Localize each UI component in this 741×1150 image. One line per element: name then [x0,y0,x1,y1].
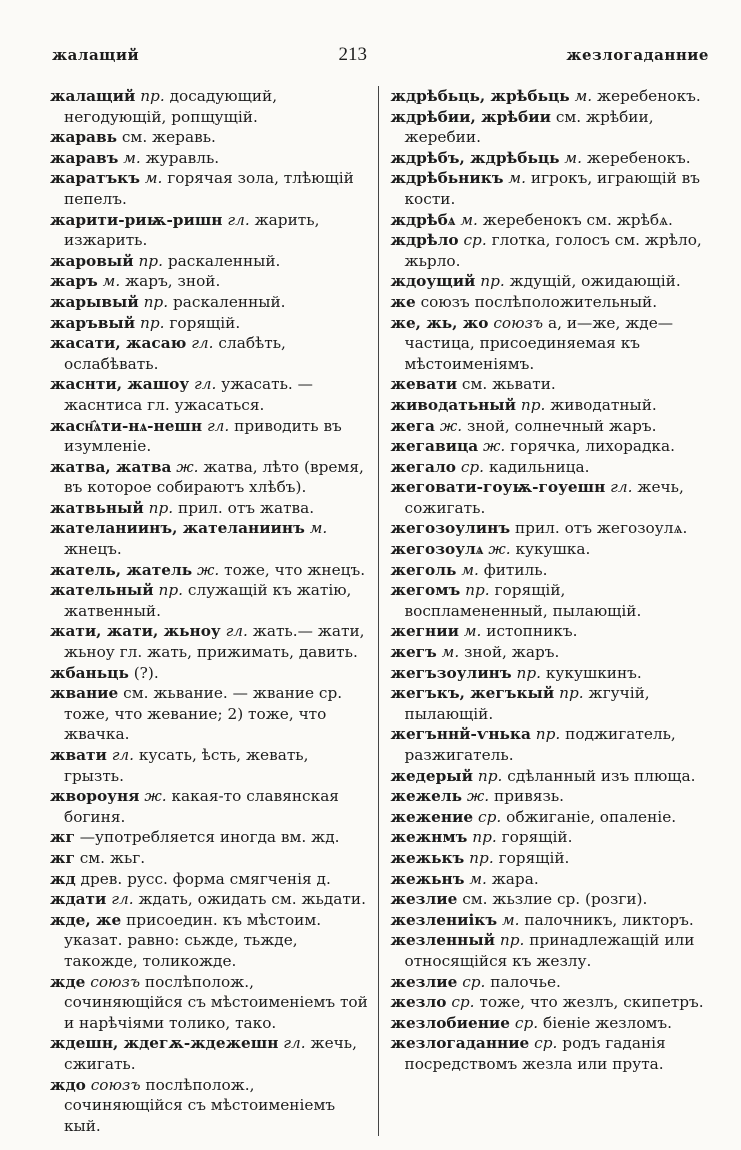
running-head-right: жезлогаданние [566,46,709,64]
dictionary-entry [391,889,713,910]
entry-definition: біеніе жезломъ. [542,1013,673,1032]
dictionary-entry [391,807,713,828]
dictionary-entry [50,827,372,848]
entry-definition: жара. [491,869,539,888]
entry-headword: жаснти, жашоу [50,375,190,394]
entry-headword: ждати [50,890,107,909]
dictionary-entry [391,1013,713,1034]
entry-definition: древ. русс. форма смягченія д. [80,869,331,888]
dictionary-entry [391,930,713,971]
entry-definition: ждать, ожидать см. жьдати. [138,890,366,909]
entry-definition: кусать, ѣсть, жевать, грызть. [64,746,309,785]
entry-definition: присоедин. къ мѣстоим. указат. равно: сьжде, тьжде, такожде, толикожде. [64,910,322,970]
dictionary-entry [391,416,713,437]
entry-definition: союзъ послѣположительный. [420,292,658,311]
entry-grammar: пр. [465,581,490,600]
entry-definition: глотка, голосъ см. жрѣло, жьрло. [404,231,702,270]
entry-headword: жвати [50,746,107,764]
entry-definition: журавль. [145,148,220,167]
entry-definition: сдѣланный изъ плюща. [507,766,696,785]
dictionary-entry [391,271,713,292]
entry-headword: жежение [390,807,474,826]
entry-grammar: союзъ [90,972,141,991]
entry-grammar: пр. [472,828,497,847]
entry-headword: ждрѣбѧ [390,210,456,229]
entry-definition: жечь, сожигать. [404,478,684,517]
dictionary-entry [50,518,372,559]
dictionary-entry [50,457,372,498]
entry-definition: см. жьг. [79,848,146,867]
dictionary-entry [50,251,372,272]
entry-headword: жарывый [50,292,139,311]
entry-grammar: пр. [499,931,525,950]
entry-definition: раскаленный. [167,251,281,270]
entry-definition: послѣполож., сочиняющійся съ мѣстоименіемъ той и нарѣчіями толико, тако. [64,972,368,1032]
entry-definition: горящій, воспламененный, пылающій. [404,581,642,620]
entry-headword: жежькъ [390,848,465,867]
entry-definition: жеребенокъ см. жрѣбѧ. [482,210,673,229]
dictionary-entry [50,848,372,869]
entry-headword: жатвьный [50,498,144,517]
dictionary-entry [391,848,713,869]
entry-definition: палочье. [490,972,561,991]
entry-grammar: ж. [483,437,506,456]
entry-grammar: пр. [143,292,169,311]
entry-headword: жегомъ [390,581,461,600]
dictionary-entry [391,869,713,890]
dictionary-entry [50,621,372,662]
entry-definition: зной, солнечный жаръ. [466,416,657,435]
entry-definition: кукушкинъ. [545,663,642,682]
entry-grammar: пр. [140,87,165,105]
entry-headword: жаравъ [50,148,119,167]
entry-grammar: м. [564,148,582,167]
dictionary-entry [50,127,372,148]
dictionary-entry [391,107,713,148]
entry-headword: жателаниинъ, жателаниинъ [50,519,305,538]
entry-grammar: м. [508,169,526,188]
entry-grammar: м. [460,210,478,229]
entry-headword: жегозоулинъ [390,519,511,538]
dictionary-entry [391,560,713,581]
dictionary-entry [391,230,713,271]
entry-grammar: гл. [283,1034,306,1053]
entry-headword: жаровый [50,251,134,270]
entry-definition: горячка, лихорадка. [510,437,675,456]
dictionary-entry [391,518,713,539]
entry-grammar: м. [574,87,593,105]
entry-definition: жечь, сжигать. [64,1034,357,1073]
entry-grammar: ж. [144,787,167,806]
entry-grammar: ж. [197,560,220,579]
entry-definition: (?). [133,663,159,682]
dictionary-entry [391,766,713,787]
entry-grammar: м. [309,519,328,538]
entry-definition: принадлежащій или относящійся къ жезлу. [404,931,695,970]
dictionary-entry [391,477,713,518]
entry-headword: жегавица [390,437,479,456]
dictionary-entry [391,1033,713,1074]
entry-headword: жега [390,416,435,435]
dictionary-entry [391,395,713,416]
entry-definition: родъ гаданія посредствомъ жезла или прута. [404,1034,666,1073]
entry-grammar: ср. [462,972,486,991]
dictionary-entry [391,786,713,807]
entry-headword: жалащий [50,87,136,105]
entry-grammar: м. [501,910,520,929]
entry-grammar: м. [102,272,121,291]
entry-definition: палочникъ, ликторъ. [524,910,694,929]
entry-headword: жегъзоулинъ [390,663,512,682]
entry-grammar: гл. [206,416,230,435]
entry-headword: жеголь [390,560,457,579]
dictionary-entry [391,374,713,395]
entry-headword: жаръвый [50,313,136,332]
entry-headword: жатва, жатва [50,457,172,476]
entry-grammar: гл. [225,622,248,641]
entry-grammar: м. [144,169,163,188]
entry-headword: жежьнъ [390,869,465,888]
entry-headword: жезлениікъ [390,910,498,929]
entry-headword: жегало [390,457,456,476]
entry-definition: привязь. [494,787,565,806]
entry-headword: жезлобиение [390,1013,510,1032]
entry-definition: игрокъ, играющій въ кости. [404,169,700,208]
dictionary-entry [50,663,372,684]
entry-headword: жде [50,972,86,991]
entry-definition: горящій. [498,848,570,867]
entry-grammar: пр. [148,498,174,517]
entry-definition: раскаленный. [172,292,286,311]
entry-definition: служащій къ жатію, жатвенный. [64,581,352,620]
entry-grammar: пр. [535,725,561,744]
entry-headword: жедерый [390,766,473,785]
entry-grammar: м. [441,643,460,662]
entry-headword: ждоущий [390,272,476,291]
entry-grammar: ср. [460,457,485,476]
entry-headword: живодатьный [390,395,516,414]
entry-definition: см. жьвание. — жвание ср. тоже, что жевание; 2) тоже, что жвачка. [64,684,343,744]
dictionary-entry [391,86,713,107]
entry-headword: жаръ [50,272,98,291]
entry-grammar: ж. [439,416,463,435]
dictionary-entry [391,910,713,931]
entry-definition: кадильница. [488,457,590,476]
entry-grammar: гл. [111,890,134,909]
dictionary-entry [50,271,372,292]
dictionary-entry [50,148,372,169]
entry-definition: жеребенокъ. [586,148,691,167]
entry-grammar: м. [463,622,482,641]
entry-definition: жнецъ. [64,540,122,559]
entry-grammar: ср. [514,1013,539,1032]
entry-headword: ждешн, ждегѫ-ждежешн [50,1034,279,1053]
entry-definition: а, и—же, жде—частица, присоединяемая къ мѣстоименіямъ. [404,313,674,373]
dictionary-entry [50,313,372,334]
entry-headword: ждрѣбьць, жрѣбьць [390,87,570,105]
entry-headword: жежель [390,787,463,806]
entry-grammar: м. [123,148,141,167]
dictionary-entry [50,1033,372,1074]
entry-headword: жежнмъ [390,828,468,847]
entry-grammar: союзъ [493,313,544,332]
entry-headword: ждо [50,1075,86,1094]
entry-grammar: гл. [111,746,135,764]
entry-headword: жвороуня [50,787,140,806]
entry-definition: см. жьзлие ср. (розги). [462,890,648,909]
entry-definition: жеребенокъ. [596,87,701,105]
entry-definition: горящій. [501,828,573,847]
dictionary-entry [50,292,372,313]
entry-grammar: пр. [520,395,546,414]
entry-headword: жевати [390,375,458,394]
dictionary-entry [391,148,713,169]
entry-grammar: ср. [463,231,487,250]
dictionary-entry [391,539,713,560]
entry-headword: жатель, жатель [50,560,193,579]
dictionary-entry [50,498,372,519]
entry-grammar: гл. [227,210,250,229]
entry-grammar: ж. [176,457,199,476]
dictionary-entry [50,168,372,209]
entry-headword: жезлие [390,972,458,991]
entry-headword: жарити-риѭ-ришн [50,210,223,229]
entry-grammar: союзъ [90,1075,141,1094]
page-number: 213 [338,44,368,65]
page-header [52,44,709,70]
entry-definition: тоже, что жнецъ. [224,560,366,579]
entry-definition: жатва, лѣто (время, въ которое собираютъ хлѣбъ). [64,457,364,497]
dictionary-entry [391,621,713,642]
entry-definition: прил. отъ жегозоулѧ. [514,519,688,538]
dictionary-columns [50,86,712,1136]
entry-headword: жегозоулѧ [390,540,484,559]
entry-definition: зной, жаръ. [464,643,560,662]
dictionary-entry [391,724,713,765]
dictionary-entry [50,1075,372,1137]
entry-definition: тоже, что жезлъ, скипетръ. [479,993,704,1012]
dictionary-entry [391,992,713,1013]
entry-headword: жд [50,869,76,888]
dictionary-entry [50,416,372,457]
entry-headword: жегъннй-ѵнька [390,725,531,744]
entry-definition: жгучій, пылающій. [404,684,650,723]
entry-definition: кукушка. [515,540,591,559]
entry-definition: прил. отъ жатва. [178,498,315,517]
dictionary-entry [50,210,372,251]
entry-headword: жаравь [50,128,117,147]
entry-grammar: ср. [478,807,502,826]
entry-headword: жезло [390,993,447,1012]
right-column [391,86,713,1136]
entry-definition: жарить, изжарить. [64,210,320,250]
entry-definition: истопникъ. [486,622,578,641]
entry-headword: жде, же [50,910,122,929]
dictionary-entry [50,333,372,374]
entry-headword: жасати, жасаю [50,334,187,353]
dictionary-entry [391,436,713,457]
entry-headword: жегъкъ, жегъкый [390,684,555,703]
entry-headword: же [390,292,416,311]
entry-grammar: пр. [480,272,505,291]
dictionary-entry [391,580,713,621]
entry-headword: ждрѣбьникъ [390,169,504,188]
dictionary-entry [50,889,372,910]
entry-definition: горячая зола, тлѣющій пепелъ. [64,169,354,208]
entry-headword: жеговати-гоуѭ-гоуешн [390,478,606,497]
entry-definition: живодатный. [550,395,657,414]
entry-headword: жезлие [390,890,458,909]
entry-definition: слабѣть, ослабѣвать. [64,334,286,373]
dictionary-entry [50,745,372,786]
entry-definition: фитиль. [483,560,548,579]
entry-definition: жать.— жати, жьноу гл. жать, прижимать, давить. [64,622,365,662]
entry-definition: горящій. [169,313,241,332]
entry-definition: обжиганіе, опаленіе. [506,807,677,826]
entry-headword: жвание [50,684,119,703]
entry-headword: жаратъкъ [50,169,140,188]
dictionary-entry [391,663,713,684]
dictionary-entry [50,869,372,890]
dictionary-entry [50,580,372,621]
entry-definition: приводить въ изумленіе. [64,416,342,456]
entry-grammar: пр. [516,663,541,682]
dictionary-entry [391,683,713,724]
dictionary-entry [391,168,713,209]
left-column [50,86,379,1136]
entry-headword: жати, жати, жьноу [50,622,221,641]
entry-headword: жательный [50,581,154,600]
entry-definition: какая-то славянская богиня. [64,787,339,826]
running-head-left: жалащий [52,46,140,64]
dictionary-entry [50,972,372,1034]
entry-headword: жезленный [390,931,496,950]
entry-headword: жезлогаданние [390,1034,530,1053]
entry-definition: см. жьвати. [461,375,556,394]
entry-grammar: пр. [469,848,494,867]
entry-grammar: пр. [139,313,165,332]
dictionary-entry [391,827,713,848]
entry-grammar: ж. [488,540,511,559]
entry-grammar: гл. [191,334,214,353]
entry-definition: ждущій, ожидающій. [509,272,681,291]
entry-headword: ждрѣло [390,231,459,250]
dictionary-entry [391,313,713,375]
entry-definition: поджигатель, разжигатель. [404,725,676,764]
entry-grammar: пр. [559,684,584,703]
dictionary-entry [50,786,372,827]
dictionary-entry [50,910,372,972]
entry-headword: жегъ [390,643,437,662]
entry-headword: ждрѣбъ, ждрѣбьць [390,148,560,167]
entry-headword: же, жь, жо [390,313,489,332]
entry-grammar: м. [469,869,487,888]
dictionary-entry [50,86,372,127]
entry-definition: см. жрѣбии, жеребии. [404,107,654,147]
entry-headword: жг [50,828,75,847]
dictionary-entry [391,457,713,478]
dictionary-entry [391,642,713,663]
entry-grammar: м. [461,560,479,579]
entry-definition: см. жеравь. [121,128,216,147]
entry-definition: послѣполож., сочиняющійся съ мѣстоименіемъ кый. [64,1075,336,1135]
dictionary-entry [50,560,372,581]
dictionary-entry [50,374,372,415]
dictionary-entry [391,292,713,313]
entry-grammar: гл. [194,375,217,394]
entry-definition: жаръ, зной. [125,272,221,291]
dictionary-entry [50,683,372,745]
entry-definition: —употребляется иногда вм. жд. [79,828,340,847]
dictionary-entry [391,210,713,231]
entry-grammar: ж. [466,787,490,806]
entry-headword: жегнии [390,622,459,641]
entry-definition: досадующий, негодующій, ропщущій. [64,87,278,126]
entry-grammar: ср. [451,993,475,1012]
entry-grammar: гл. [610,478,633,497]
entry-grammar: пр. [158,581,184,600]
dictionary-entry [391,972,713,993]
entry-definition: ужасать. — жаснтиса гл. ужасаться. [64,375,313,414]
entry-headword: жбаньць [50,663,129,682]
entry-grammar: пр. [138,251,163,270]
entry-grammar: ср. [534,1034,558,1053]
entry-headword: жг [50,848,75,867]
entry-grammar: пр. [477,766,503,785]
entry-headword: жасн҄ѧти-нѧ-нешн [50,416,203,435]
entry-headword: ждрѣбии, жрѣбии [390,107,551,126]
